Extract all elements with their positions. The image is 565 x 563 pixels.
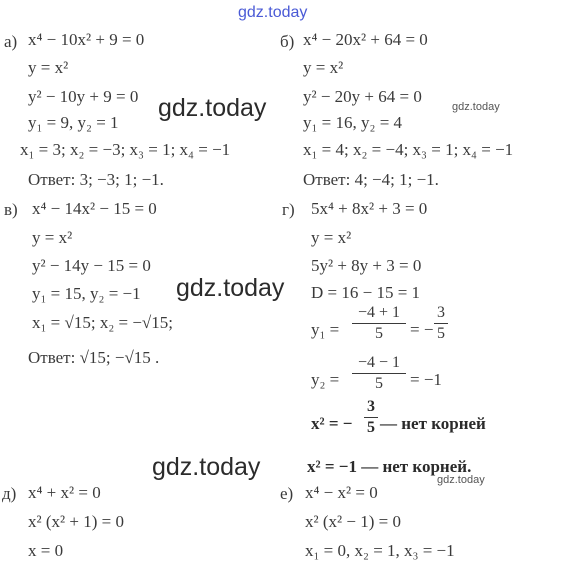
g-y1-fraction	[352, 304, 406, 343]
b-quadratic: y² − 20y + 64 = 0	[303, 87, 422, 106]
g-y2-right: = −1	[410, 370, 442, 389]
d-root: x = 0	[28, 541, 64, 560]
g-discriminant: D = 16 − 15 = 1	[311, 283, 421, 302]
b-equation: x⁴ − 20x² + 64 = 0	[303, 30, 428, 49]
v-roots-x: x₁ = √15; x₂ = −√15;	[32, 313, 173, 332]
b-roots-x: x₁ = 4; x₂ = −4; x₃ = 1; x₄ = −1	[303, 140, 514, 159]
label-v: в)	[4, 200, 18, 219]
g-quadratic: 5y² + 8y + 3 = 0	[311, 256, 422, 275]
e-equation: x⁴ − x² = 0	[305, 483, 378, 502]
g-y2-numerator: −4 − 1	[357, 354, 401, 371]
v-equation: x⁴ − 14x² − 15 = 0	[32, 199, 157, 218]
g-substitution: y = x²	[311, 228, 352, 247]
g-equation: 5x⁴ + 8x² + 3 = 0	[311, 199, 428, 218]
g-x2-fraction	[364, 398, 378, 437]
v-quadratic: y² − 14y − 15 = 0	[32, 256, 151, 275]
g-x2-right: — нет корней	[380, 414, 486, 433]
v-answer: Ответ: √15; −√15 .	[28, 348, 160, 367]
watermark-small-2: gdz.today	[437, 474, 485, 486]
g-x2-denominator: 5	[367, 419, 375, 436]
b-substitution: y = x²	[303, 58, 344, 77]
g-y1-numerator: −4 + 1	[357, 304, 401, 321]
watermark-top: gdz.today	[238, 4, 308, 21]
label-b: б)	[280, 32, 295, 51]
watermark-1: gdz.today	[158, 94, 267, 122]
a-quadratic: y² − 10y + 9 = 0	[28, 87, 139, 106]
watermark-3: gdz.today	[152, 453, 261, 481]
g-x2b: x² = −1 — нет корней.	[307, 457, 472, 476]
a-answer: Ответ: 3; −3; 1; −1.	[28, 170, 164, 189]
v-substitution: y = x²	[32, 228, 73, 247]
label-e: е)	[280, 484, 294, 503]
label-a: а)	[4, 32, 18, 51]
a-equation: x⁴ − 10x² + 9 = 0	[28, 30, 145, 49]
g-y2-denominator: 5	[375, 375, 383, 392]
g-y1-result-fraction	[434, 304, 448, 343]
b-roots-y: y₁ = 16, y₂ = 4	[303, 113, 403, 132]
a-substitution: y = x²	[28, 58, 69, 77]
g-y1-left: y₁ =	[311, 320, 340, 339]
b-answer: Ответ: 4; −4; 1; −1.	[303, 170, 439, 189]
g-y2-fraction	[352, 354, 406, 393]
a-roots-x: x₁ = 3; x₂ = −3; x₃ = 1; x₄ = −1	[20, 140, 231, 159]
label-d: д)	[2, 484, 17, 503]
d-equation: x⁴ + x² = 0	[28, 483, 101, 502]
watermark-small-1: gdz.today	[452, 101, 500, 113]
g-y1-result-denominator: 5	[437, 325, 445, 342]
a-roots-y: y₁ = 9, y₂ = 1	[28, 113, 119, 132]
e-roots: x₁ = 0, x₂ = 1, x₃ = −1	[305, 541, 455, 560]
e-factor: x² (x² − 1) = 0	[305, 512, 401, 531]
d-factor: x² (x² + 1) = 0	[28, 512, 124, 531]
label-g: г)	[282, 200, 295, 219]
watermark-2: gdz.today	[176, 274, 285, 302]
v-roots-y: y₁ = 15, y₂ = −1	[32, 284, 141, 303]
g-y1-result-numerator: 3	[437, 304, 445, 321]
g-y1-equals: = −	[410, 320, 434, 339]
g-x2-numerator: 3	[367, 398, 375, 415]
g-x2-left: x² = −	[311, 414, 353, 433]
g-y1-denominator: 5	[375, 325, 383, 342]
g-y2-left: y₂ =	[311, 370, 340, 389]
